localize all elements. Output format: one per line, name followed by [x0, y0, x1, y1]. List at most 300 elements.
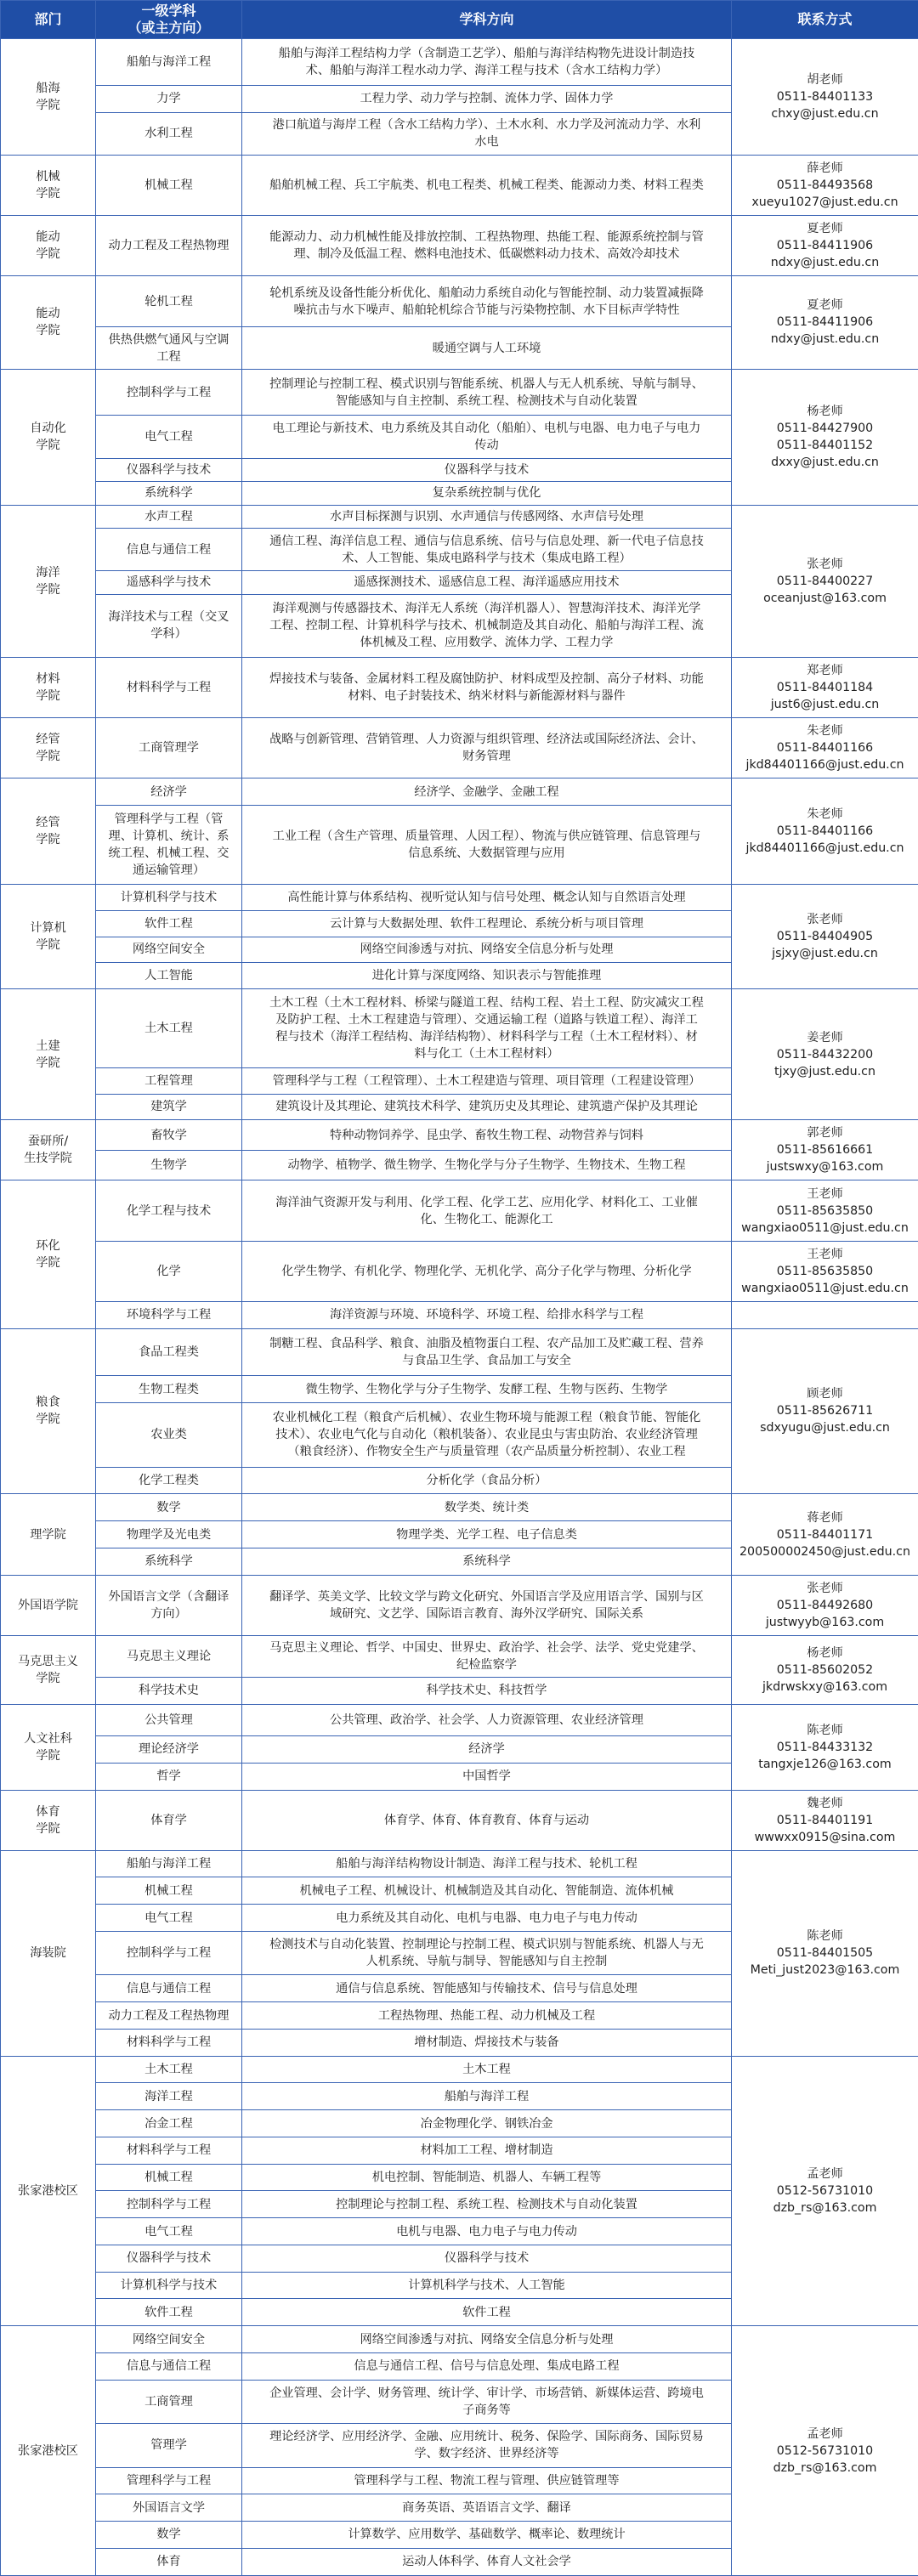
text-line: 冶金物理化学、钢铁冶金: [420, 2116, 553, 2131]
direction-cell: [242, 505, 732, 528]
direction-cell: [242, 2245, 732, 2272]
text-line: 化学生物学、有机化学、物理化学、无机化学、高分子化学与物理、分析化学: [281, 1264, 692, 1278]
text-line: 陈老师: [807, 1723, 843, 1737]
table-row: [1, 718, 918, 778]
dept-cell: [1, 276, 96, 369]
text-line: 动物学、植物学、微生物学、生物化学与分子生物学、生物技术、生物工程: [287, 1158, 686, 1173]
text-line: 体育: [156, 2555, 181, 2569]
text-line: 计算机: [30, 921, 66, 936]
dept-cell: [1, 216, 96, 276]
direction-cell: [242, 2522, 732, 2549]
subject-cell: [96, 2272, 242, 2299]
text-line: 计算机科学与技术、人工智能: [408, 2279, 565, 2293]
text-line: 船舶与海洋工程: [444, 2089, 530, 2103]
text-line: 马克思主义: [18, 1654, 78, 1668]
text-line: 海洋工程: [144, 2089, 193, 2103]
subject-cell: [96, 505, 242, 528]
text-line: 数学类、统计类: [444, 1500, 530, 1514]
contact-cell: [732, 1575, 918, 1635]
text-line: 0511-84401171: [776, 1527, 874, 1542]
text-line: 学院: [36, 833, 60, 847]
text-line: 外国语学院: [18, 1598, 78, 1612]
text-line: 管理科学与工程: [126, 2473, 212, 2488]
text-line: 0511-84401166: [776, 824, 874, 839]
text-line: 体育学、体育、体育教育、体育与运动: [383, 1813, 590, 1827]
subject-cell: [96, 1575, 242, 1635]
text-line: 遥感探测技术、遥感信息工程、海洋遥感应用技术: [354, 575, 620, 590]
text-line: 环化: [36, 1238, 60, 1253]
text-line: 学院: [36, 1748, 60, 1763]
text-line: 港口航道与海岸工程（含水工结构力学）、土木水利、水力学及河流动力学、水利: [272, 118, 701, 133]
subject-cell: [96, 1301, 242, 1328]
contact-cell: [732, 1494, 918, 1575]
table-row: [1, 2056, 918, 2083]
text-line: 0511-84401133: [776, 89, 874, 104]
text-line: 纪检监察学: [456, 1657, 517, 1672]
text-line: 冶金工程: [144, 2116, 193, 2131]
text-line: 工程、控制工程、计算机科学与技术、机械制造及其自动化、船舶与海洋工程、流: [269, 619, 704, 633]
text-line: 理、制冷及低温工程、燃料电池技术、低碳燃料动力技术、高效冷却技术: [293, 247, 680, 262]
text-line: 数学: [156, 1500, 181, 1514]
direction-cell: [242, 1704, 732, 1735]
direction-cell: [242, 1150, 732, 1180]
text-line: 经管: [36, 816, 60, 830]
text-line: 材料: [36, 672, 60, 687]
text-line: 中国哲学: [462, 1769, 511, 1784]
text-line: 物理学及光电类: [126, 1527, 212, 1542]
direction-cell: [242, 2056, 732, 2083]
direction-cell: [242, 1763, 732, 1790]
direction-cell: [242, 2352, 732, 2380]
text-line: 能动: [36, 230, 60, 245]
text-line: tjxy@just.edu.cn: [774, 1064, 876, 1079]
text-line: 高性能计算与体系结构、视听觉认知与信号处理、概念认知与自然语言处理: [287, 891, 686, 905]
subject-cell: [96, 2467, 242, 2494]
text-line: 张家港校区: [18, 2443, 78, 2458]
text-line: 云计算与大数据处理、软件工程理论、系统分析与项目管理: [330, 916, 643, 931]
direction-cell: [242, 85, 732, 112]
text-line: 公共管理、政治学、社会学、人力资源管理、农业经济管理: [330, 1713, 643, 1727]
text-line: jkd84401166@just.edu.cn: [745, 758, 904, 773]
text-line: 制糖工程、食品科学、粮食、油脂及植物蛋白工程、农产品加工及贮藏工程、营养: [269, 1336, 704, 1350]
subject-cell: [96, 571, 242, 594]
text-line: 仪器科学与技术: [444, 2251, 530, 2266]
text-line: 计算数学、应用数学、基础数学、概率论、数理统计: [348, 2528, 626, 2542]
text-line: 海装院: [30, 1946, 66, 1961]
text-line: 网络空间渗透与对抗、网络安全信息分析与处理: [360, 943, 614, 957]
subject-cell: [96, 1635, 242, 1677]
text-line: 料与化工（土木工程材料）: [414, 1046, 559, 1061]
direction-cell: [242, 1403, 732, 1468]
text-line: 外国语言文学（含翻译: [108, 1589, 230, 1604]
text-line: 运动人体科学、体育人文社会学: [402, 2555, 571, 2569]
text-line: 能源动力、动力机械性能及排放控制、工程热物理、热能工程、能源系统控制与管: [269, 230, 704, 245]
subject-cell: [96, 458, 242, 481]
text-line: dzb_rs@163.com: [773, 2460, 877, 2475]
text-line: 学院: [36, 324, 60, 338]
direction-cell: [242, 2467, 732, 2494]
direction-cell: [242, 2326, 732, 2353]
text-line: 控制科学与工程: [126, 1946, 212, 1961]
direction-cell: [242, 2029, 732, 2056]
contact-cell: [732, 1120, 918, 1180]
text-line: 暖通空调与人工环境: [432, 341, 541, 355]
text-line: 朱老师: [807, 807, 843, 822]
table-row: [1, 885, 918, 911]
subject-cell: [96, 1376, 242, 1403]
text-line: 机械工程: [144, 2171, 193, 2185]
text-line: 学院: [36, 439, 60, 453]
direction-cell: [242, 2494, 732, 2522]
subject-cell: [96, 2352, 242, 2380]
subject-cell: [96, 2137, 242, 2164]
text-line: 土木工程: [462, 2063, 511, 2077]
table-row: [1, 1494, 918, 1521]
direction-cell: [242, 1790, 732, 1850]
text-line: 计算机科学与技术: [120, 2279, 218, 2293]
table-row: [1, 1850, 918, 1877]
text-line: 科学技术史: [139, 1684, 199, 1698]
text-line: wangxiao0511@just.edu.cn: [741, 1281, 909, 1295]
contact-cell: [732, 1328, 918, 1494]
text-line: 王老师: [807, 1186, 843, 1201]
subject-cell: [96, 2218, 242, 2245]
direction-cell: [242, 1736, 732, 1764]
text-line: chxy@just.edu.cn: [771, 106, 879, 121]
text-line: 海洋油气资源开发与利用、化学工程、化学工艺、应用化学、材料化工、工业催: [275, 1195, 698, 1209]
text-line: 财务管理: [462, 750, 511, 764]
direction-cell: [242, 2164, 732, 2191]
direction-cell: [242, 806, 732, 885]
header-dept: 部门: [1, 1, 96, 39]
text-line: 马克思主义理论、哲学、中国史、世界史、政治学、社会学、法学、党史党建学、: [269, 1640, 704, 1655]
subject-cell: [96, 216, 242, 276]
dept-cell: [1, 1575, 96, 1635]
text-line: ndxy@just.edu.cn: [770, 256, 880, 270]
text-line: 动力工程及工程热物理: [108, 2008, 230, 2023]
text-line: 软件工程: [144, 916, 193, 931]
subject-cell: [96, 1067, 242, 1094]
text-line: 学院: [36, 247, 60, 262]
text-line: 系统科学: [144, 486, 193, 501]
text-line: 粮食: [36, 1396, 60, 1410]
text-line: 焊接技术与装备、金属材料工程及腐蚀防护、材料成型及控制、高分子材料、功能: [269, 672, 704, 687]
text-line: 方向）: [150, 1606, 187, 1621]
subject-cell: [96, 1548, 242, 1575]
text-line: 土建: [36, 1039, 60, 1053]
text-line: 薛老师: [807, 161, 843, 175]
text-line: 陈老师: [807, 1929, 843, 1944]
text-line: 生物工程类: [139, 1382, 199, 1396]
text-line: 杨老师: [807, 405, 843, 419]
dept-cell: [1, 778, 96, 885]
dept-cell: [1, 1850, 96, 2056]
text-line: 术、船舶与海洋工程水动力学、海洋工程与技术（含水工结构力学）: [305, 63, 668, 77]
text-line: 机电控制、智能制造、机器人、车辆工程等: [371, 2171, 602, 2185]
header-subject: [96, 1, 242, 39]
subject-cell: [96, 2380, 242, 2423]
text-line: 杨老师: [807, 1645, 843, 1660]
contact-cell: [732, 155, 918, 215]
text-line: 遥感科学与技术: [126, 575, 212, 590]
text-line: 材料科学与工程: [126, 2035, 212, 2050]
direction-cell: [242, 2272, 732, 2299]
text-line: 检测技术与自动化装置、控制理论与控制工程、模式识别与智能系统、机器人与无: [269, 1938, 704, 1952]
text-line: 理论经济学、应用经济学、金融、应用统计、税务、保险学、国际商务、国际贸易: [269, 2430, 704, 2444]
text-line: 机械: [36, 169, 60, 184]
dept-cell: [1, 1180, 96, 1328]
text-line: 传动: [474, 439, 499, 453]
subject-cell: [96, 2002, 242, 2030]
text-line: 复杂系统控制与优化: [432, 486, 541, 501]
text-line: 魏老师: [807, 1796, 843, 1810]
text-line: 工商管理: [144, 2394, 193, 2409]
direction-cell: [242, 1548, 732, 1575]
subject-cell: [96, 658, 242, 718]
text-line: 0511-85616661: [776, 1143, 874, 1158]
direction-cell: [242, 1905, 732, 1932]
text-line: 土木工程: [144, 1021, 193, 1035]
text-line: 特种动物饲养学、昆虫学、畜牧生物工程、动物营养与饲料: [330, 1128, 643, 1142]
text-line: 控制理论与控制工程、系统工程、检测技术与自动化装置: [336, 2197, 638, 2211]
dept-cell: [1, 1328, 96, 1494]
text-line: 供热供燃气通风与空调: [108, 332, 230, 347]
direction-cell: [242, 1877, 732, 1905]
direction-cell: [242, 2380, 732, 2423]
text-line: 材料科学与工程: [126, 2143, 212, 2158]
text-line: 学院: [36, 98, 60, 112]
text-line: 工程力学、动力学与控制、流体力学、固体力学: [360, 92, 614, 106]
text-line: 电力系统及其自动化、电机与电器、电力电子与电力传动: [336, 1911, 638, 1925]
text-line: sdxyugu@just.edu.cn: [760, 1421, 890, 1435]
dept-cell: [1, 718, 96, 778]
text-line: 水声目标探测与识别、水声通信与传感网络、水声信号处理: [330, 509, 643, 524]
text-line: 软件工程: [144, 2305, 193, 2319]
subject-cell: [96, 2494, 242, 2522]
text-line: 0512-56731010: [776, 2183, 874, 2198]
text-line: 船海: [36, 81, 60, 95]
direction-cell: [242, 416, 732, 458]
direction-cell: [242, 594, 732, 657]
subject-cell: [96, 1328, 242, 1376]
contact-cell: [732, 276, 918, 369]
contact-cell: [732, 2326, 918, 2576]
text-line: wwwxx0915@sina.com: [754, 1830, 896, 1844]
subject-cell: [96, 2326, 242, 2353]
direction-cell: [242, 1328, 732, 1376]
direction-cell: [242, 963, 732, 989]
subject-cell: [96, 1094, 242, 1120]
table-row: [1, 1575, 918, 1635]
subject-cell: [96, 937, 242, 963]
direction-cell: [242, 1094, 732, 1120]
text-line: 郑老师: [807, 664, 843, 678]
subject-cell: [96, 85, 242, 112]
subject-cell: [96, 718, 242, 778]
text-line: 0511-84401184: [776, 681, 874, 695]
text-line: 工业工程（含生产管理、质量管理、人因工程）、物流与供应链管理、信息管理与: [272, 829, 701, 844]
text-line: 张老师: [807, 557, 843, 571]
direction-cell: [242, 112, 732, 155]
text-line: 控制科学与工程: [126, 385, 212, 399]
text-line: 工商管理学: [139, 741, 199, 756]
direction-cell: [242, 2137, 732, 2164]
direction-cell: [242, 458, 732, 481]
text-line: 及防护工程、土木工程建造与管理）、交通运输工程（道路与铁道工程）、海洋工: [275, 1012, 698, 1027]
text-line: 水利工程: [144, 127, 193, 141]
subject-cell: [96, 2083, 242, 2110]
text-line: 能动: [36, 307, 60, 321]
text-line: dzb_rs@163.com: [773, 2200, 877, 2215]
text-line: 材料科学与工程: [126, 681, 212, 695]
text-line: 0511-84493568: [776, 178, 874, 192]
text-line: 马克思主义理论: [126, 1649, 212, 1663]
text-line: 农业类: [150, 1428, 187, 1442]
table-row: [1, 658, 918, 718]
text-line: 体育学: [150, 1813, 187, 1827]
contact-cell: [732, 1180, 918, 1241]
text-line: 土木工程: [144, 2063, 193, 2077]
direction-cell: [242, 2083, 732, 2110]
text-line: 哲学: [156, 1769, 181, 1784]
table-row: [1, 1635, 918, 1677]
text-line: 计算机科学与技术: [120, 891, 218, 905]
subject-cell: [96, 778, 242, 806]
subject-cell: [96, 963, 242, 989]
text-line: justwyyb@163.com: [765, 1615, 885, 1629]
text-line: 控制科学与工程: [126, 2197, 212, 2211]
header-direction: 学科方向: [242, 1, 732, 39]
dept-cell: [1, 39, 96, 156]
text-line: 化学工程与技术: [126, 1203, 212, 1218]
text-line: 软件工程: [462, 2305, 511, 2319]
direction-cell: [242, 369, 732, 416]
text-line: 水声工程: [144, 509, 193, 524]
text-line: 技术）、农业电气化与自动化（粮机装备）、农业昆虫与害虫防治、农业经济管理: [275, 1428, 698, 1442]
direction-cell: [242, 2299, 732, 2326]
text-line: 建筑学: [150, 1100, 187, 1114]
text-line: 生物学: [150, 1158, 187, 1173]
text-line: 王老师: [807, 1247, 843, 1261]
dept-cell: [1, 2056, 96, 2326]
subject-cell: [96, 910, 242, 937]
text-line: 夏老师: [807, 222, 843, 236]
direction-cell: [242, 1467, 732, 1494]
text-line: 通信与信息系统、智能感知与传输技术、信号与信息处理: [336, 1981, 638, 1996]
direction-cell: [242, 1376, 732, 1403]
table-row: [1, 1301, 918, 1328]
text-line: 管理科学与工程（管: [114, 812, 224, 827]
table-row: [1, 988, 918, 1067]
text-line: wangxiao0511@just.edu.cn: [741, 1220, 909, 1235]
text-line: 物理学类、光学工程、电子信息类: [396, 1527, 577, 1542]
text-line: Meti_just2023@163.com: [750, 1963, 900, 1978]
text-line: 畜牧学: [150, 1128, 187, 1142]
contact-cell: [732, 1790, 918, 1850]
dept-cell: [1, 1494, 96, 1575]
subject-cell: [96, 2548, 242, 2575]
text-line: 船舶与海洋工程结构力学（含制造工艺学）、船舶与海洋结构物先进设计制造技: [278, 46, 695, 60]
text-line: 蒋老师: [807, 1510, 843, 1525]
text-line: 增材制造、焊接技术与装备: [414, 2035, 559, 2050]
text-line: 电气工程: [144, 2224, 193, 2239]
subject-cell: [96, 1678, 242, 1705]
contact-cell: [732, 216, 918, 276]
header-row: [1, 1, 918, 39]
direction-cell: [242, 2218, 732, 2245]
text-line: 系统科学: [144, 1554, 193, 1569]
text-line: 0512-56731010: [776, 2443, 874, 2458]
text-line: 动力工程及工程热物理: [108, 239, 230, 253]
header-subject-line2: （或主方向）: [128, 20, 210, 36]
direction-cell: [242, 1931, 732, 1974]
text-line: 海洋观测与传感器技术、海洋无人系统（海洋机器人）、智慧海洋技术、海洋光学: [272, 602, 701, 616]
contact-cell: [732, 718, 918, 778]
text-line: 海洋技术与工程（交叉: [108, 610, 230, 625]
text-line: 信息与通信工程、信号与信息处理、集成电路工程: [354, 2359, 620, 2374]
contact-cell: [732, 778, 918, 885]
subject-cell: [96, 369, 242, 416]
direction-cell: [242, 1120, 732, 1151]
direction-cell: [242, 2110, 732, 2137]
text-line: 电气工程: [144, 1911, 193, 1925]
contact-cell: [732, 39, 918, 156]
text-line: 分析化学（食品分析）: [426, 1474, 547, 1488]
subject-cell: [96, 1905, 242, 1932]
table-row: [1, 1790, 918, 1850]
text-line: 商务英语、英语语言文学、翻译: [402, 2500, 571, 2515]
text-line: 夏老师: [807, 298, 843, 313]
text-line: dxxy@just.edu.cn: [771, 456, 879, 470]
text-line: 建筑设计及其理论、建筑技术科学、建筑历史及其理论、建筑遗产保护及其理论: [275, 1100, 698, 1114]
contact-cell: [732, 2056, 918, 2326]
subject-cell: [96, 327, 242, 369]
text-line: 人机系统、导航与制导、智能感知与自主控制: [366, 1955, 608, 1969]
subject-cell: [96, 416, 242, 458]
text-line: 生技学院: [24, 1152, 72, 1166]
text-line: 材料、电子封装技术、纳米材料与新能源材料与器件: [348, 689, 626, 704]
text-line: 学院: [36, 1821, 60, 1836]
header-contact: 联系方式: [732, 1, 918, 39]
text-line: 经济学、金融学、金融工程: [414, 784, 559, 799]
table-row: [1, 778, 918, 806]
text-line: 工程: [156, 349, 181, 364]
subject-cell: [96, 594, 242, 657]
text-line: 船舶与海洋结构物设计制造、海洋工程与技术、轮机工程: [336, 1857, 638, 1871]
text-line: 张家港校区: [18, 2183, 78, 2198]
contact-cell: [732, 1635, 918, 1704]
text-line: 管理科学与工程、物流工程与管理、供应链管理等: [354, 2473, 620, 2488]
direction-cell: [242, 327, 732, 369]
text-line: 数学: [156, 2528, 181, 2542]
dept-cell: [1, 369, 96, 505]
subject-cell: [96, 1150, 242, 1180]
table-row: [1, 369, 918, 416]
text-line: 0511-84401191: [776, 1813, 874, 1827]
text-line: 机械电子工程、机械设计、机械制造及其自动化、智能制造、流体机械: [299, 1883, 674, 1898]
text-line: 张老师: [807, 913, 843, 927]
direction-cell: [242, 658, 732, 718]
text-line: 控制理论与控制工程、模式识别与智能系统、机器人与无人机系统、导航与制导、: [269, 376, 704, 391]
subject-cell: [96, 1850, 242, 1877]
text-line: 化、生物化工、能源化工: [420, 1212, 553, 1226]
table-row: [1, 216, 918, 276]
text-line: 海洋: [36, 565, 60, 580]
text-line: 船舶机械工程、兵工宇航类、机电工程类、机械工程类、能源动力类、材料工程类: [269, 178, 704, 192]
subject-cell: [96, 1877, 242, 1905]
text-line: 通信工程、海洋信息工程、通信与信息系统、信号与信息处理、新一代电子信息技: [269, 534, 704, 548]
direction-cell: [242, 1850, 732, 1877]
